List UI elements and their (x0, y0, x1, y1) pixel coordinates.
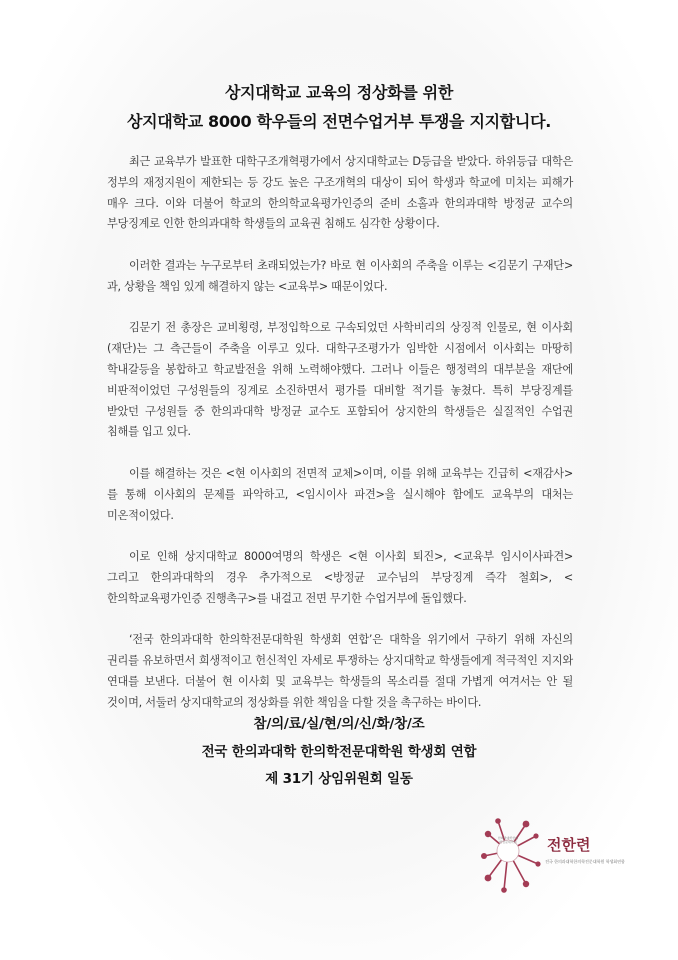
paragraph-1: 최근 교육부가 발표한 대학구조개혁평가에서 상지대학교는 D등급을 받았다. 하위등급 대학은 정부의 재정지원이 제한되는 등 강도 높은 구조개혁의 대상이 되어 학생과 학교에 미치는 피해가 매우 크다. 이와 더불어 학교의 한의학교육평가인증의 준비 소홀과 한의과대학 방정균 교수의 부당징계로 인한 한의과대학 학생들의 교육권 침해도 심각한 상황이다. (107, 155, 573, 231)
paragraph-2: 이러한 결과는 누구로부터 초래되었는가? 바로 현 이사회의 주축을 이루는 <김문기 구재단>과, 상황을 책임 있게 해결하지 않는 <교육부> 때문이었다. (107, 258, 573, 293)
logo-subtitle: 전국 한의과대학한의학전문대학원 학생회연합 (545, 859, 625, 864)
signature-motto: 참/의/료/실/현/의/신/화/창/조 (253, 716, 425, 732)
document-body (107, 152, 573, 734)
signature-organization: 전국 한의과대학 한의학전문대학원 학생회 연합 (201, 744, 477, 760)
paragraph-6: ‘전국 한의과대학 한의학전문대학원 학생회 연합’은 대학을 위기에서 구하기 위해 자신의 권리를 유보하면서 희생적이고 헌신적인 자세로 투쟁하는 상지대학교 학생들에게 적극적인 지지와 연대를 보낸다. 더불어 현 이사회 및 교육부는 학생들의 목소리를 절대 가볍게 여겨서는 안 될 것이며, 서둘러 상지대학교의 정상화를 위한 책임을 다할 것을 촉구하는 바이다. (107, 633, 573, 709)
signature-committee: 제 31기 상임위원회 일동 (265, 771, 413, 787)
document-title-line-2: 상지대학교 8000 학우들의 전면수업거부 투쟁을 지지합니다. (126, 112, 552, 131)
organization-logo-icon (478, 816, 618, 896)
document-title-line-1: 상지대학교 교육의 정상화를 위한 (225, 83, 453, 102)
paragraph-4: 이를 해결하는 것은 <현 이사회의 전면적 교체>이며, 이를 위해 교육부는 긴급히 <재감사>를 통해 이사회의 문제를 파악하고, <임시이사 파견>을 실시해야 함에도 교육부의 대처는 미온적이었다. (107, 466, 573, 522)
paragraph-3: 김문기 전 총장은 교비횡령, 부정입학으로 구속되었던 사학비리의 상징적 인물로, 현 이사회(재단)는 그 측근들이 주축을 이루고 있다. 대학구조평가가 임박한 시점에서 이사회는 마땅히 학내갈등을 봉합하고 학교발전을 위해 노력해야했다. 그러나 이들은 행정력의 대부분을 재단에 비판적이었던 구성원들의 징계로 소진하면서 평가를 대비할 적기를 놓쳤다. 특히 부당징계를 받았던 구성원들 중 한의과대학 방정균 교수도 포함되어 상지한의 학생들은 실질적인 수업권 침해를 입고 있다. (107, 321, 573, 439)
logo-inner-text: 한의과대학한의학전문대학원 (497, 836, 519, 844)
paragraph-5: 이로 인해 상지대학교 8000여명의 학생은 <현 이사회 퇴진>, <교육부 임시이사파견> 그리고 한의과대학의 경우 추가적으로 <방정균 교수님의 부당징계 즉각 철회>, <한의학교육평가인증 진행촉구>를 내걸고 전면 무기한 수업거부에 돌입했다. (107, 550, 573, 605)
logo-name: 전한련 (547, 836, 591, 854)
